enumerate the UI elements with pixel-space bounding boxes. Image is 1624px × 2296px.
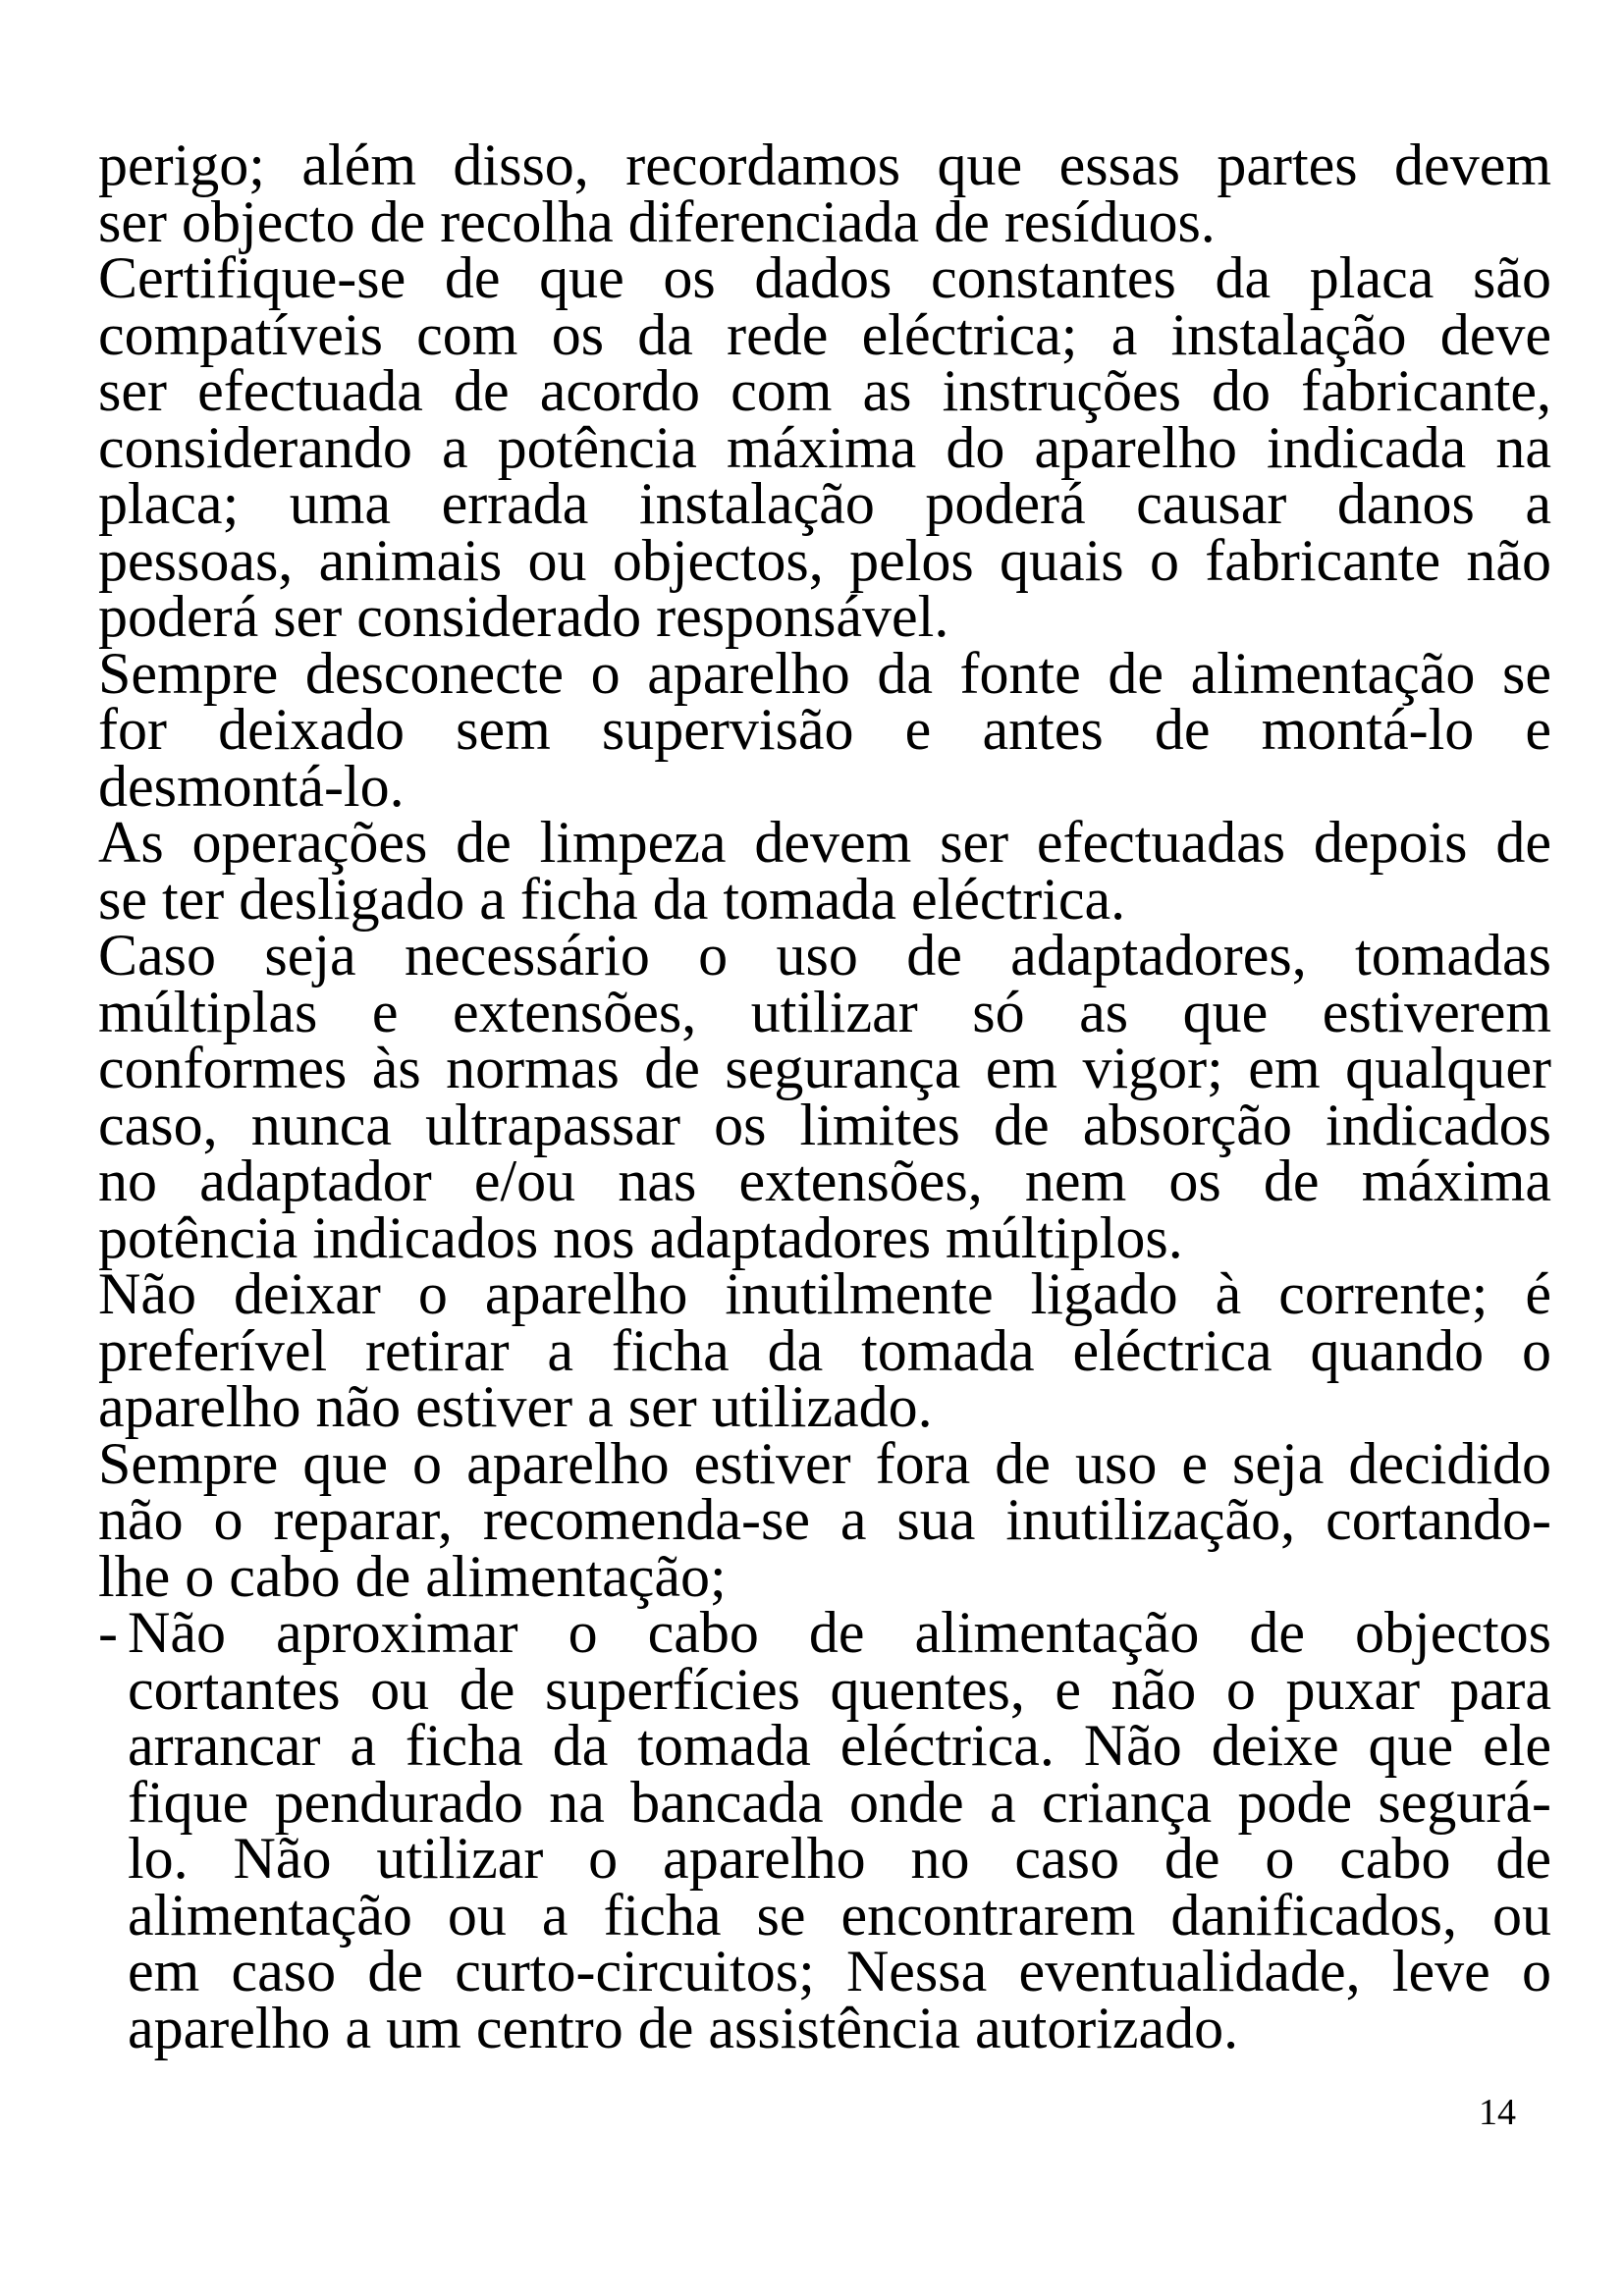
paragraph-3 <box>98 640 1551 819</box>
text-line: lo. Não utilizar o aparelho no caso de o cabo de <box>128 1826 1551 1891</box>
paragraph-5 <box>98 923 1551 1270</box>
text-line: pessoas, animais ou objectos, pelos quais o fabricante não <box>98 527 1551 593</box>
paragraph-2 <box>98 245 1551 649</box>
text-line: se ter desligado a ficha da tomada eléctrica. <box>98 866 1126 932</box>
text-line: fique pendurado na bancada onde a criança pode segurá- <box>128 1769 1551 1835</box>
text-line: lhe o cabo de alimentação; <box>98 1543 727 1609</box>
page-number: 14 <box>1479 2092 1516 2133</box>
text-line: alimentação ou a ficha se encontrarem danificados, ou <box>128 1882 1551 1948</box>
text-line: aparelho não estiver a ser utilizado. <box>98 1374 933 1439</box>
body-text <box>98 133 1551 2060</box>
text-line: preferível retirar a ficha da tomada eléctrica quando o <box>98 1317 1551 1383</box>
text-line: Certifique-se de que os dados constantes da placa são <box>98 245 1551 310</box>
text-line: Sempre desconecte o aparelho da fonte de alimentação se <box>98 640 1551 706</box>
text-line: Não aproximar o cabo de alimentação de objectos <box>128 1600 1551 1665</box>
text-line: no adaptador e/ou nas extensões, nem os de máxima <box>98 1148 1551 1213</box>
text-line: caso, nunca ultrapassar os limites de absorção indicados <box>98 1092 1551 1157</box>
text-line: considerando a potência máxima do aparelho indicada na <box>98 414 1551 480</box>
text-line: ser efectuada de acordo com as instruções do fabricante, <box>98 358 1551 423</box>
text-line: placa; uma errada instalação poderá causar danos a <box>98 471 1551 536</box>
text-line: Caso seja necessário o uso de adaptadores, tomadas <box>98 923 1551 988</box>
text-line: em caso de curto-circuitos; Nessa eventualidade, leve o <box>128 1939 1551 2003</box>
text-line: cortantes ou de superfícies quentes, e não o puxar para <box>128 1656 1551 1722</box>
text-line: aparelho a um centro de assistência autorizado. <box>128 1995 1239 2060</box>
paragraph-4 <box>98 810 1551 932</box>
text-line: arrancar a ficha da tomada eléctrica. Não deixe que ele <box>128 1713 1551 1778</box>
text-line: desmontá-lo. <box>98 753 405 819</box>
paragraph-6 <box>98 1261 1551 1439</box>
text-line: múltiplas e extensões, utilizar só as que estiverem <box>98 979 1551 1044</box>
text-line: poderá ser considerado responsável. <box>98 584 949 649</box>
bullet-dash: - <box>98 1600 118 1665</box>
text-line: perigo; além disso, recordamos que essas partes devem <box>98 133 1551 197</box>
text-line: for deixado sem supervisão e antes de montá-lo e <box>98 697 1551 762</box>
paragraph-1 <box>98 133 1551 254</box>
paragraph-7 <box>98 1430 1551 1609</box>
text-line: conformes às normas de segurança em vigor; em qualquer <box>98 1036 1551 1100</box>
bullet-item <box>98 1600 1551 2060</box>
text-line: As operações de limpeza devem ser efectuadas depois de <box>98 810 1551 875</box>
text-line: compatíveis com os da rede eléctrica; a instalação deve <box>98 301 1551 367</box>
text-line: Sempre que o aparelho estiver fora de uso e seja decidido <box>98 1430 1551 1496</box>
text-line: ser objecto de recolha diferenciada de resíduos. <box>98 188 1216 254</box>
text-line: Não deixar o aparelho inutilmente ligado à corrente; é <box>98 1261 1551 1326</box>
text-line: não o reparar, recomenda-se a sua inutilização, cortando- <box>98 1487 1551 1552</box>
text-line: potência indicados nos adaptadores múltiplos. <box>98 1204 1183 1270</box>
